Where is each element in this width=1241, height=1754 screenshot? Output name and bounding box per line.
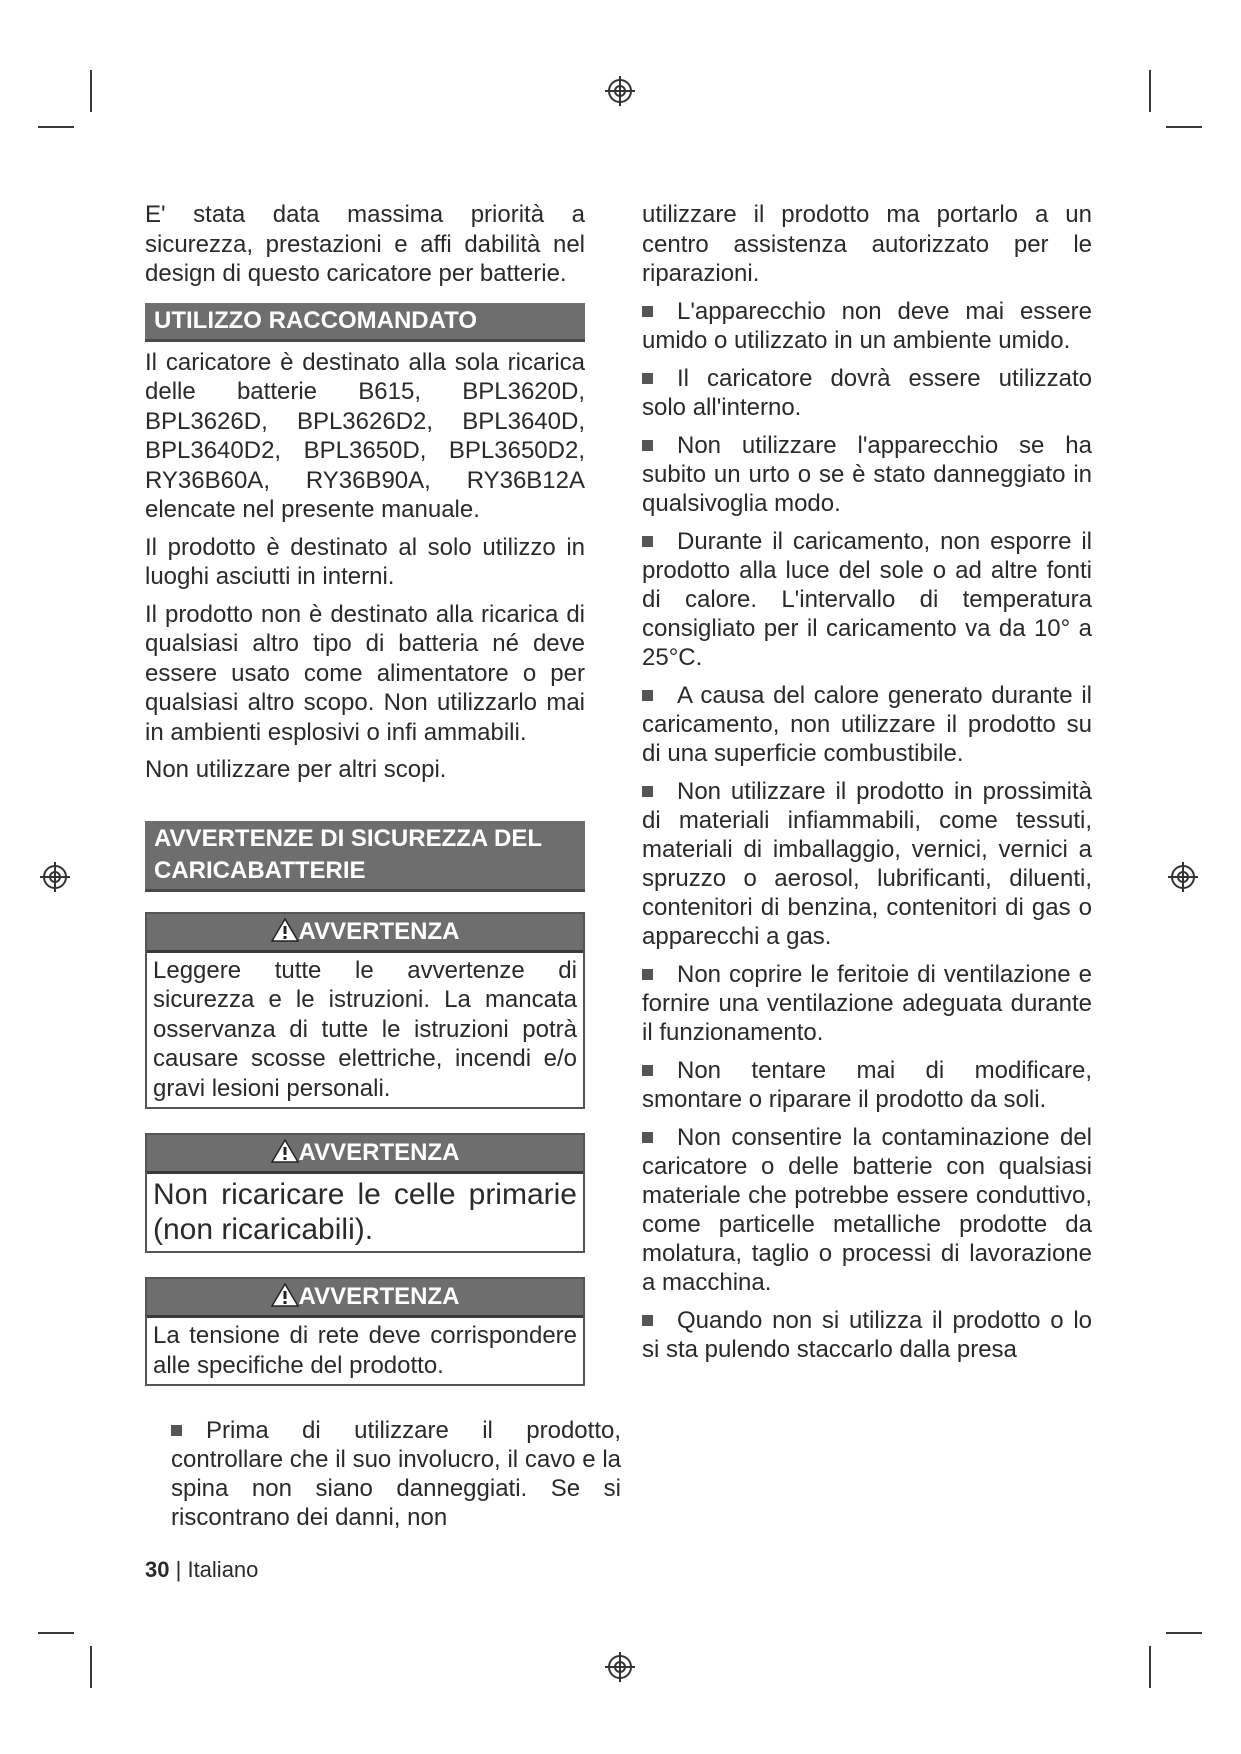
- crop-mark: [38, 126, 74, 128]
- bullet-item: Durante il caricamento, non esporre il prodotto alla luce del sole o ad altre fonti di calore. L'intervallo di temperatura consigliato per il caricamento va da 10° a 25°C.: [642, 527, 1092, 671]
- warning-triangle-icon: [271, 1283, 299, 1307]
- bullet-square-icon: [642, 690, 653, 701]
- left-column: [145, 200, 621, 1541]
- crop-mark: [90, 1646, 92, 1688]
- footer-language: Italiano: [187, 1557, 259, 1582]
- registration-mark-icon: [38, 860, 72, 894]
- paragraph: Non utilizzare per altri scopi.: [145, 756, 447, 783]
- paragraph: utilizzare il prodotto ma portarlo a un centro assistenza autorizzato per le riparazioni.: [642, 201, 1092, 287]
- crop-mark: [1166, 1632, 1202, 1634]
- paragraph: Il caricatore è destinato alla sola ricarica delle batterie B615, BPL3620D, BPL3626D, BPL3626D2, BPL3640D, BPL3640D2, BPL3650D, BPL3650D2, RY36B60A, RY36B90A, RY36B12A elencate nel presente manuale.: [145, 348, 585, 523]
- bullet-item: Non tentare mai di modificare, smontare o riparare il prodotto da soli.: [642, 1056, 1092, 1113]
- bullet-square-icon: [642, 1065, 653, 1076]
- warning-box: [145, 912, 585, 1110]
- bullet-item: Quando non si utilizza il prodotto o lo si sta pulendo staccarlo dalla presa: [642, 1306, 1092, 1363]
- warning-box: [145, 1133, 585, 1253]
- registration-mark-icon: [1166, 860, 1200, 894]
- crop-mark: [38, 1632, 74, 1634]
- bullet-square-icon: [642, 373, 653, 384]
- bullet-item: Non utilizzare l'apparecchio se ha subito un urto o se è stato danneggiato in qualsivoglia modo.: [642, 431, 1092, 517]
- bullet-square-icon: [642, 1315, 653, 1326]
- bullet-square-icon: [642, 440, 653, 451]
- warning-text: Leggere tutte le avvertenze di sicurezza e le istruzioni. La mancata osservanza di tutte le istruzioni potrà causare scosse elettriche, incendi e/o gravi lesioni personali.: [153, 956, 577, 1102]
- footer-separator: |: [175, 1557, 182, 1582]
- registration-mark-icon: [603, 74, 637, 108]
- bullet-item: Prima di utilizzare il prodotto, controllare che il suo involucro, il cavo e la spina non siano danneggiati. Se si riscontrano dei danni, non: [171, 1417, 621, 1531]
- warning-label: AVVERTENZA: [298, 1139, 460, 1166]
- warning-label: AVVERTENZA: [298, 917, 460, 945]
- right-column: [642, 200, 1092, 1373]
- crop-mark: [1149, 70, 1151, 112]
- page-number: 30: [145, 1557, 170, 1582]
- bullet-item: Non coprire le feritoie di ventilazione e fornire una ventilazione adeguata durante il funzionamento.: [642, 960, 1092, 1046]
- crop-mark: [1166, 126, 1202, 128]
- bullet-square-icon: [642, 1132, 653, 1143]
- bullet-square-icon: [171, 1425, 182, 1436]
- warning-triangle-icon: [271, 1139, 299, 1163]
- intro-paragraph: E' stata data massima priorità a sicurezza, prestazioni e affi dabilità nel design di questo caricatore per batterie.: [145, 201, 585, 287]
- warning-box: [145, 1277, 585, 1386]
- bullet-square-icon: [642, 786, 653, 797]
- bullet-item: Non consentire la contaminazione del caricatore o delle batterie con qualsiasi materiale che potrebbe essere conduttivo, come particelle metalliche prodotte da molatura, taglio o processi di lavorazione a macchina.: [642, 1123, 1092, 1296]
- section-heading-recommended-use: UTILIZZO RACCOMANDATO: [145, 303, 585, 342]
- section-heading-safety-warnings: AVVERTENZE DI SICUREZZA DEL CARICABATTERIE: [145, 821, 585, 892]
- warning-text: La tensione di rete deve corrispondere alle specifiche del prodotto.: [153, 1322, 577, 1379]
- crop-mark: [90, 70, 92, 112]
- warning-label: AVVERTENZA: [298, 1283, 460, 1310]
- bullet-square-icon: [642, 536, 653, 547]
- registration-mark-icon: [603, 1650, 637, 1684]
- paragraph: Il prodotto non è destinato alla ricarica di qualsiasi altro tipo di batteria né deve essere usato come alimentatore o per qualsiasi altro scopo. Non utilizzarlo mai in ambienti esplosivi o infi ammabili.: [145, 600, 585, 746]
- page-footer: [145, 1557, 258, 1583]
- crop-mark: [1149, 1646, 1151, 1688]
- bullet-item: L'apparecchio non deve mai essere umido o utilizzato in un ambiente umido.: [642, 297, 1092, 354]
- paragraph: Il prodotto è destinato al solo utilizzo in luoghi asciutti in interni.: [145, 533, 585, 590]
- bullet-item: Non utilizzare il prodotto in prossimità di materiali infiammabili, come tessuti, materiali di imballaggio, vernici, vernici a spruzzo o aerosol, lubrificanti, diluenti, contenitori di benzina, contenitori di gas o apparecchi a gas.: [642, 777, 1092, 950]
- bullet-square-icon: [642, 969, 653, 980]
- bullet-item: Il caricatore dovrà essere utilizzato solo all'interno.: [642, 364, 1092, 421]
- bullet-square-icon: [642, 306, 653, 317]
- bullet-item: A causa del calore generato durante il caricamento, non utilizzare il prodotto su di una superficie combustibile.: [642, 681, 1092, 767]
- warning-triangle-icon: [271, 918, 299, 942]
- warning-text: Non ricaricare le celle primarie (non ricaricabili).: [153, 1178, 577, 1246]
